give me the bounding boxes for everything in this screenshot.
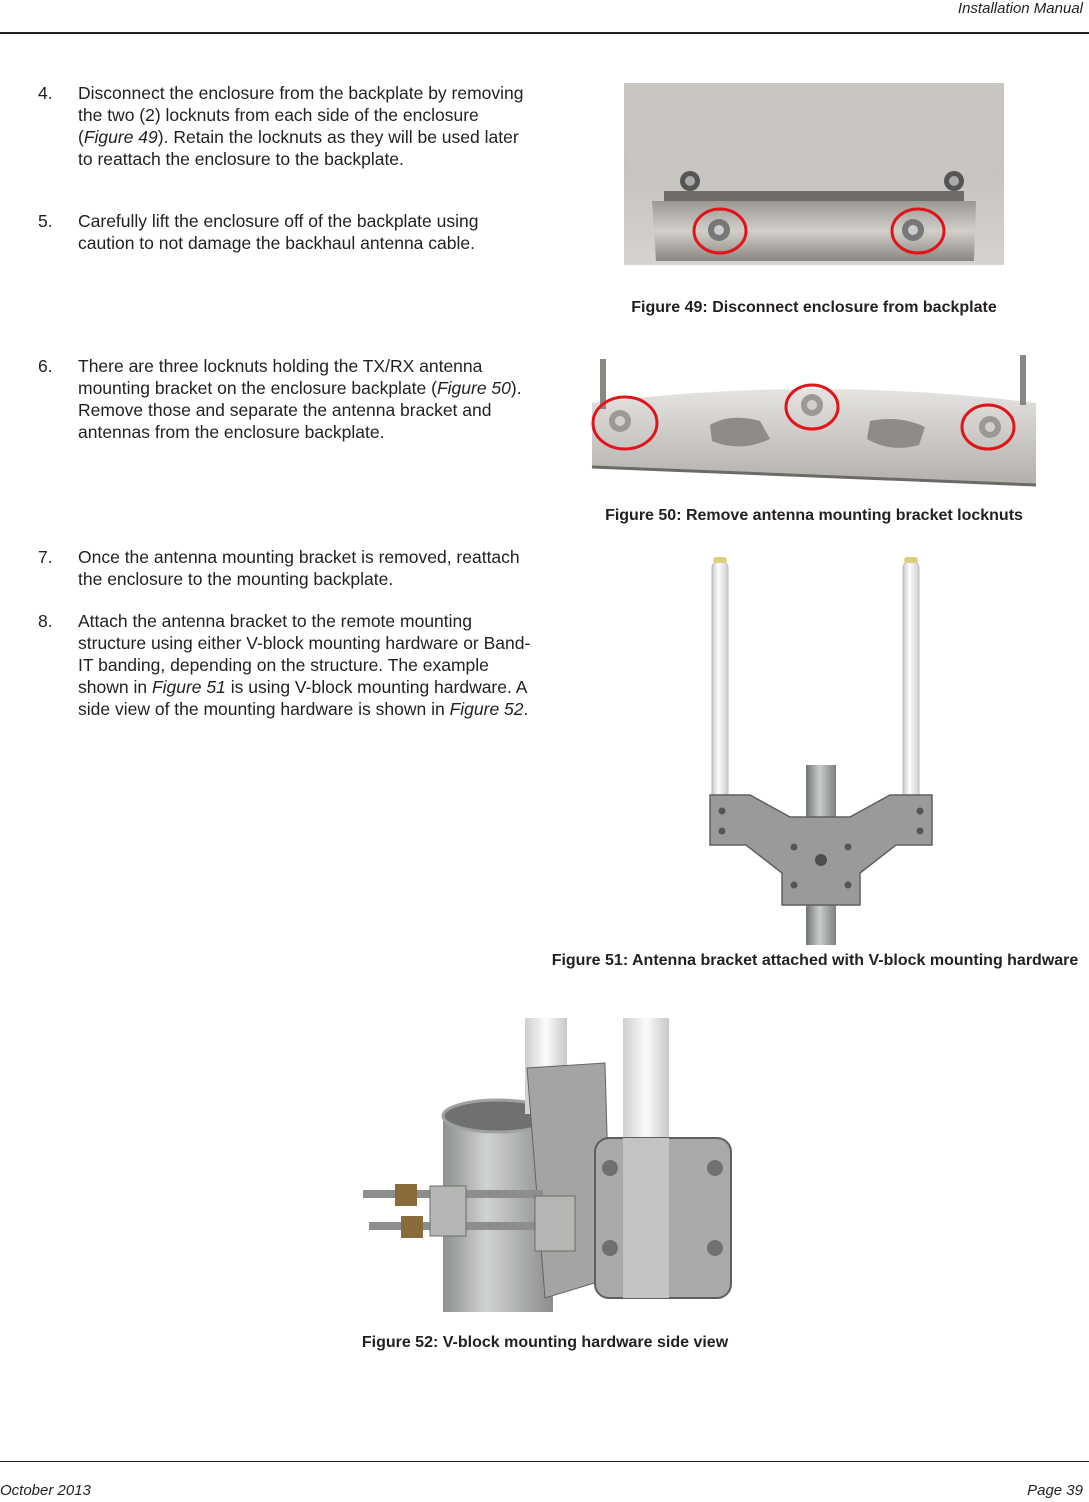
- figure-49-caption: Figure 49: Disconnect enclosure from backplate: [631, 299, 997, 316]
- step-number: 4.: [38, 83, 53, 103]
- step-5: [38, 210, 538, 254]
- step-8: [38, 610, 538, 720]
- figure-50-image: [590, 355, 1038, 489]
- step-text: Once the antenna mounting bracket is removed, reattach the enclosure to the mounting backplate.: [78, 547, 520, 589]
- step-text: Carefully lift the enclosure off of the backplate using caution to not damage the backhaul antenna cable.: [78, 211, 479, 253]
- step-text-part: is using V-block mounting hardware. A side view of the mounting hardware is shown in: [78, 677, 527, 719]
- step-text-part: Disconnect the enclosure from the backplate by removing the two (2) locknuts from each side of the enclosure (: [78, 83, 524, 147]
- figure-51-caption: Figure 51: Antenna bracket attached with V-block mounting hardware: [551, 952, 1079, 969]
- footer-date: October 2013: [0, 1482, 91, 1499]
- step-text: [78, 610, 538, 720]
- figure-50-caption: Figure 50: Remove antenna mounting bracket locknuts: [605, 507, 1023, 524]
- header-title: Installation Manual: [957, 0, 1083, 17]
- step-number: 5.: [38, 211, 53, 231]
- figure-51-image: [700, 555, 940, 945]
- figure-52-image: [355, 1018, 737, 1312]
- step-number: 7.: [38, 547, 53, 567]
- figure-50-reference[interactable]: Figure 50: [436, 378, 511, 398]
- step-text-part: .: [523, 699, 529, 719]
- figure-51-reference[interactable]: Figure 51: [151, 677, 226, 697]
- step-text-part: ). Remove those and separate the antenna bracket and antennas from the enclosure backplate.: [78, 378, 522, 442]
- figure-52-reference[interactable]: Figure 52: [449, 699, 524, 719]
- footer-page-number: Page 39: [1027, 1482, 1083, 1499]
- step-7: [38, 546, 538, 590]
- step-text: [78, 355, 538, 443]
- step-number: 8.: [38, 611, 53, 631]
- header-divider: [0, 32, 1089, 34]
- step-4: [38, 82, 538, 170]
- figure-49-reference[interactable]: Figure 49: [83, 127, 158, 147]
- figure-49-image: [624, 83, 1004, 265]
- step-text: [78, 82, 538, 170]
- footer-divider: [0, 1461, 1089, 1462]
- step-text-part: ). Retain the locknuts as they will be used later to reattach the enclosure to the backplate.: [78, 127, 519, 169]
- step-6: [38, 355, 538, 443]
- step-text-part: Attach the antenna bracket to the remote mounting structure using either V-block mounting hardware or Band-IT banding, depending on the structure. The example shown in: [78, 611, 531, 697]
- figure-52-caption: Figure 52: V-block mounting hardware side view: [361, 1334, 729, 1351]
- step-number: 6.: [38, 356, 53, 376]
- step-text-part: There are three locknuts holding the TX/RX antenna mounting bracket on the enclosure backplate (: [78, 356, 483, 398]
